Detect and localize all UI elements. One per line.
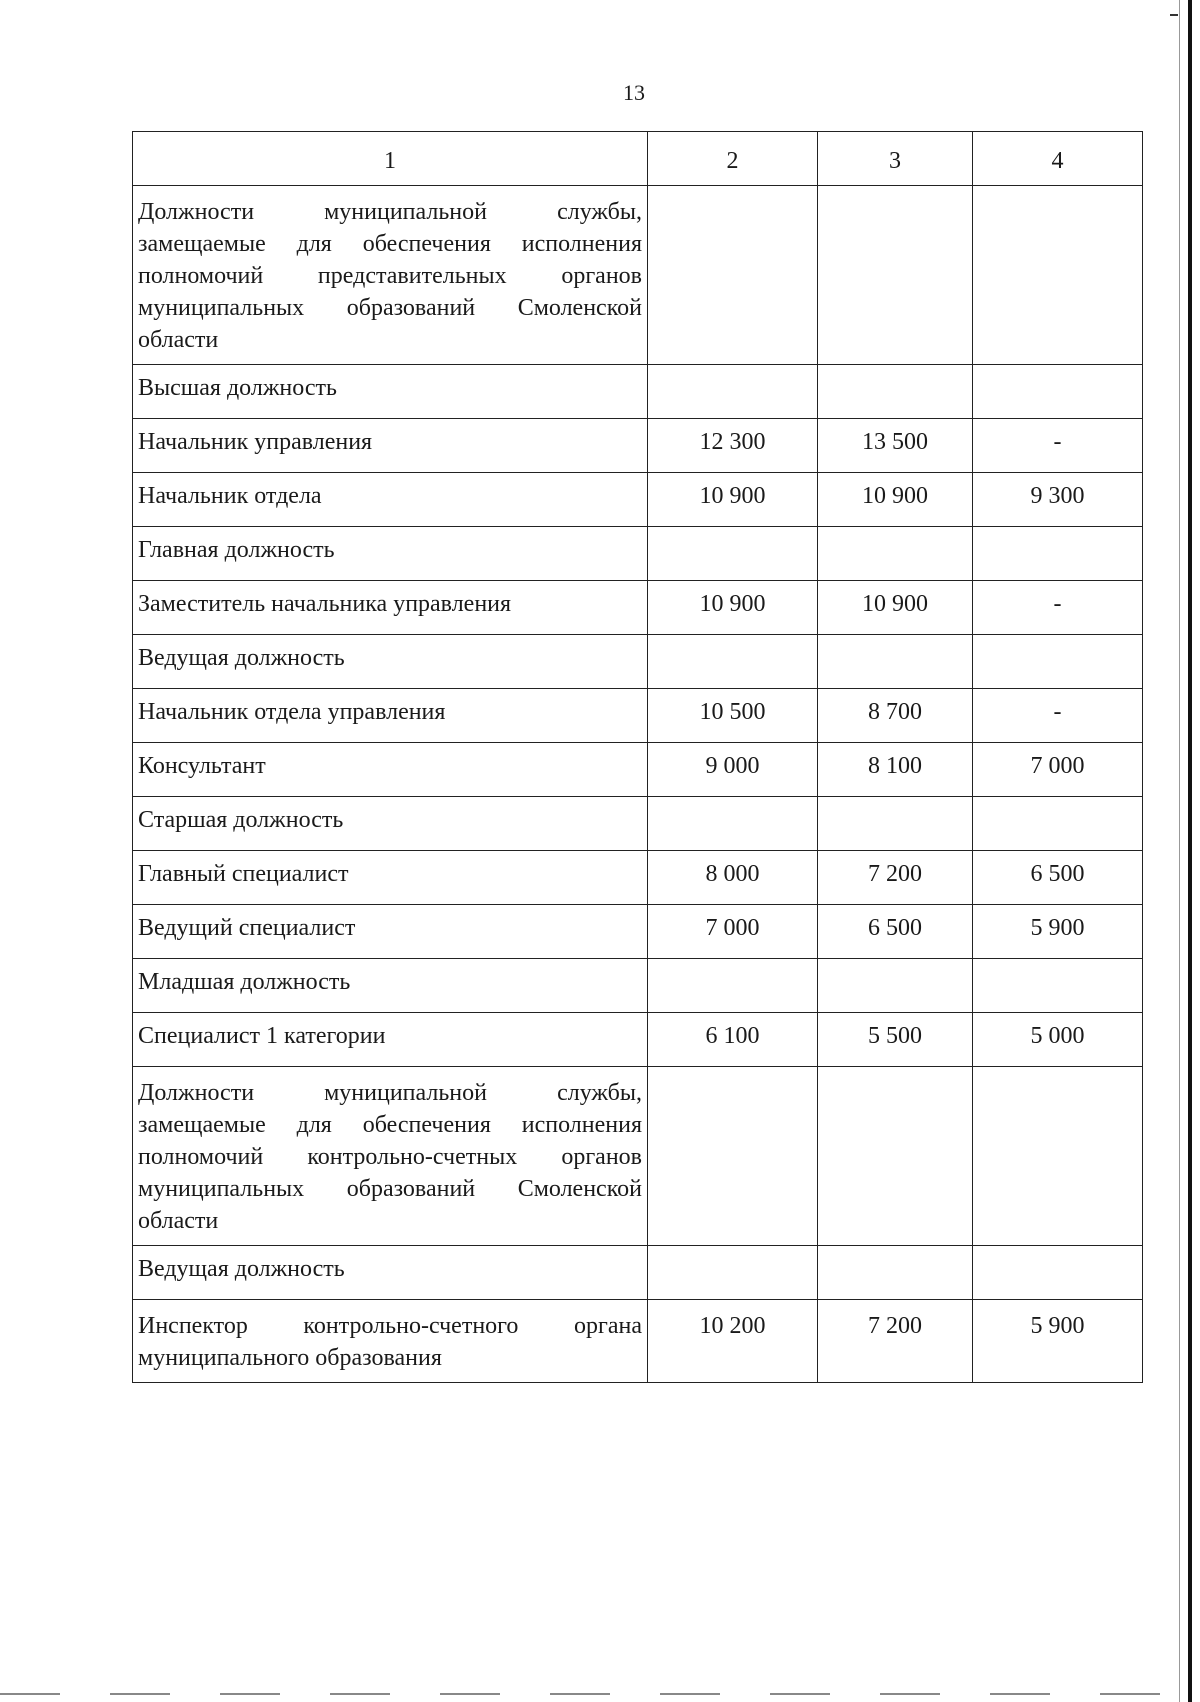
table-row xyxy=(133,473,1143,527)
value-cell-col-3 xyxy=(818,959,973,1013)
value-cell-col-2 xyxy=(648,797,818,851)
value-cell-col-2 xyxy=(648,527,818,581)
value-cell-col-4: - xyxy=(973,581,1143,635)
value-cell-col-3: 6 500 xyxy=(818,905,973,959)
value-cell-col-2: 7 000 xyxy=(648,905,818,959)
value-cell-col-2 xyxy=(648,186,818,365)
header-cell-3: 3 xyxy=(818,132,973,186)
value-cell-col-3: 13 500 xyxy=(818,419,973,473)
value-cell-col-2 xyxy=(648,1067,818,1246)
position-name: Инспектор контрольно-счетного органа муниципального образования xyxy=(133,1300,648,1383)
value-cell-col-4: 9 300 xyxy=(973,473,1143,527)
table-row xyxy=(133,581,1143,635)
position-group-label: Высшая должность xyxy=(133,365,648,419)
value-cell-col-4: - xyxy=(973,419,1143,473)
table-row xyxy=(133,527,1143,581)
value-cell-col-3: 8 700 xyxy=(818,689,973,743)
value-cell-col-4: 5 900 xyxy=(973,1300,1143,1383)
value-cell-col-4 xyxy=(973,186,1143,365)
value-cell-col-3 xyxy=(818,1067,973,1246)
value-cell-col-4: 5 000 xyxy=(973,1013,1143,1067)
value-cell-col-2 xyxy=(648,1246,818,1300)
table-row xyxy=(133,419,1143,473)
value-cell-col-3: 10 900 xyxy=(818,581,973,635)
bottom-scan-dashes xyxy=(0,1693,1180,1695)
position-name: Начальник отдела xyxy=(133,473,648,527)
value-cell-col-4: - xyxy=(973,689,1143,743)
value-cell-col-2: 9 000 xyxy=(648,743,818,797)
value-cell-col-3 xyxy=(818,365,973,419)
table-row xyxy=(133,905,1143,959)
position-group-label: Главная должность xyxy=(133,527,648,581)
position-name: Главный специалист xyxy=(133,851,648,905)
value-cell-col-2 xyxy=(648,635,818,689)
position-name: Специалист 1 категории xyxy=(133,1013,648,1067)
position-group-label: Младшая должность xyxy=(133,959,648,1013)
table-row xyxy=(133,1246,1143,1300)
table-row xyxy=(133,1013,1143,1067)
salary-table xyxy=(132,131,1143,1383)
value-cell-col-4 xyxy=(973,1067,1143,1246)
value-cell-col-4 xyxy=(973,635,1143,689)
table-row xyxy=(133,365,1143,419)
table-row xyxy=(133,851,1143,905)
value-cell-col-4 xyxy=(973,365,1143,419)
section-title: Должности муниципальной службы, замещаемые для обеспечения исполнения полномочий контрольно-счетных органов муниципальных образований Смоленской области xyxy=(133,1067,648,1246)
page-edge-rule xyxy=(1188,0,1192,1702)
position-group-label: Старшая должность xyxy=(133,797,648,851)
table-row xyxy=(133,689,1143,743)
position-name: Заместитель начальника управления xyxy=(133,581,648,635)
header-cell-1: 1 xyxy=(133,132,648,186)
value-cell-col-2: 10 200 xyxy=(648,1300,818,1383)
value-cell-col-3: 10 900 xyxy=(818,473,973,527)
section-title: Должности муниципальной службы, замещаемые для обеспечения исполнения полномочий представительных органов муниципальных образований Смоленской области xyxy=(133,186,648,365)
value-cell-col-3 xyxy=(818,635,973,689)
page-edge-rule-thin xyxy=(1179,0,1180,1702)
value-cell-col-2: 10 900 xyxy=(648,473,818,527)
position-name: Ведущий специалист xyxy=(133,905,648,959)
value-cell-col-3 xyxy=(818,186,973,365)
value-cell-col-4 xyxy=(973,527,1143,581)
value-cell-col-2: 10 900 xyxy=(648,581,818,635)
value-cell-col-2: 12 300 xyxy=(648,419,818,473)
header-cell-2: 2 xyxy=(648,132,818,186)
table-body xyxy=(133,132,1143,1383)
value-cell-col-4: 7 000 xyxy=(973,743,1143,797)
value-cell-col-3: 7 200 xyxy=(818,1300,973,1383)
value-cell-col-3: 5 500 xyxy=(818,1013,973,1067)
value-cell-col-2: 6 100 xyxy=(648,1013,818,1067)
table-row xyxy=(133,1300,1143,1383)
table-row xyxy=(133,959,1143,1013)
table-row xyxy=(133,1067,1143,1246)
position-name: Начальник отдела управления xyxy=(133,689,648,743)
table-row xyxy=(133,797,1143,851)
value-cell-col-2: 8 000 xyxy=(648,851,818,905)
value-cell-col-2 xyxy=(648,959,818,1013)
value-cell-col-3: 7 200 xyxy=(818,851,973,905)
value-cell-col-2 xyxy=(648,365,818,419)
position-group-label: Ведущая должность xyxy=(133,635,648,689)
corner-mark xyxy=(1170,14,1178,16)
value-cell-col-4: 5 900 xyxy=(973,905,1143,959)
table-header-row xyxy=(133,132,1143,186)
value-cell-col-3 xyxy=(818,1246,973,1300)
value-cell-col-4 xyxy=(973,959,1143,1013)
table-row xyxy=(133,186,1143,365)
table-row xyxy=(133,743,1143,797)
value-cell-col-4 xyxy=(973,797,1143,851)
table-row xyxy=(133,635,1143,689)
position-name: Начальник управления xyxy=(133,419,648,473)
position-name: Консультант xyxy=(133,743,648,797)
value-cell-col-3 xyxy=(818,797,973,851)
value-cell-col-4 xyxy=(973,1246,1143,1300)
page-number: 13 xyxy=(623,80,645,105)
value-cell-col-3: 8 100 xyxy=(818,743,973,797)
position-group-label: Ведущая должность xyxy=(133,1246,648,1300)
value-cell-col-4: 6 500 xyxy=(973,851,1143,905)
header-cell-4: 4 xyxy=(973,132,1143,186)
value-cell-col-3 xyxy=(818,527,973,581)
value-cell-col-2: 10 500 xyxy=(648,689,818,743)
